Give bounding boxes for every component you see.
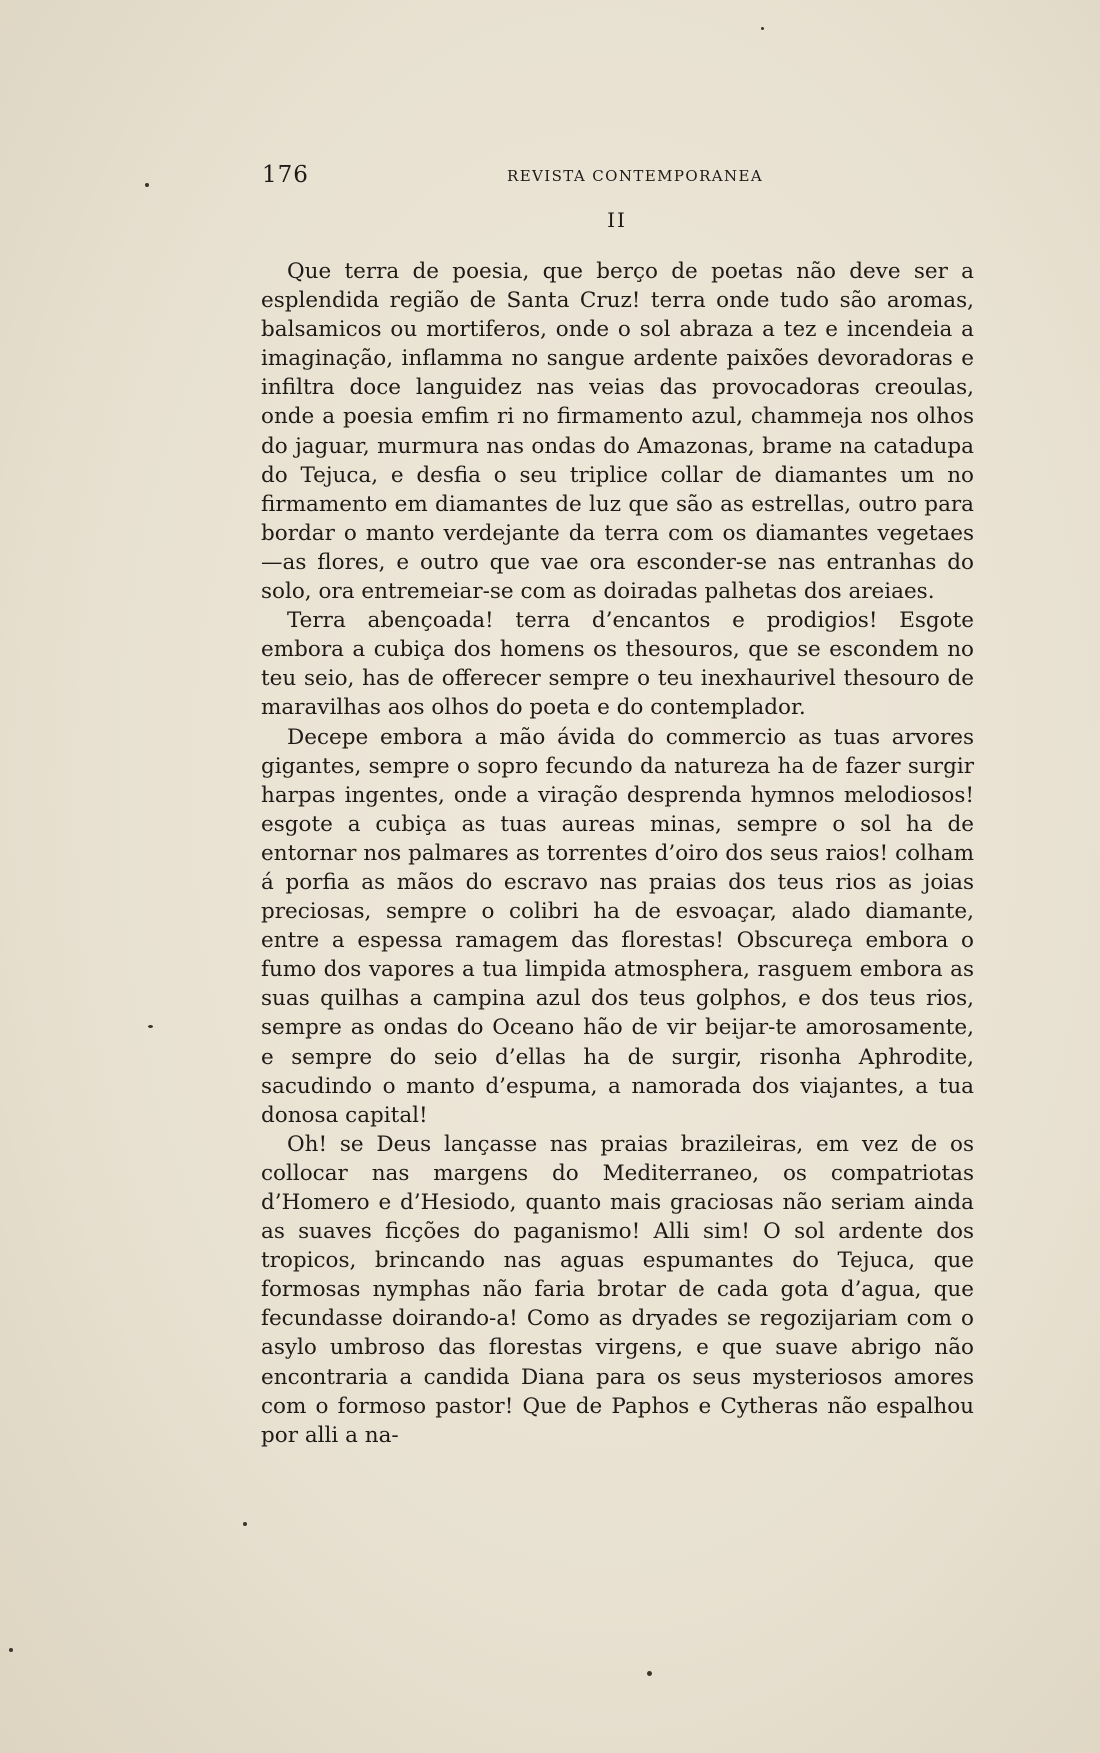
paragraph: Terra abençoada! terra d’encantos e prodigios! Esgote embora a cubiça dos homens os thesouros, que se escondem no teu seio, has de offerecer sempre o teu inexhaurivel thesouro de maravilhas aos olhos do poeta e do contemplador.: [261, 608, 974, 721]
paragraph: Oh! se Deus lançasse nas praias brazileiras, em vez de os collocar nas margens do Mediterraneo, os compatriotas d’Homero e d’Hesiodo, quanto mais graciosas não seriam ainda as suaves ficções do paganismo! Alli sim! O sol ardente dos tropicos, brincando nas aguas espumantes do Tejuca, que formosas nymphas não faria brotar de cada gota d’agua, que fecundasse doirando-a! Como as dryades se regozijariam com o asylo umbroso das florestas virgens, e que suave abrigo não encontraria a candida Diana para os seus mysteriosos amores com o formoso pastor! Que de Paphos e Cytheras não espalhou por alli a na-: [261, 1131, 974, 1448]
speck-mark: [148, 1025, 153, 1028]
page-header: [262, 162, 975, 192]
speck-mark: [761, 27, 764, 30]
speck-mark: [145, 183, 149, 187]
body-text: [261, 257, 974, 1450]
speck-mark: [647, 1671, 652, 1676]
section-numeral: II: [607, 208, 627, 232]
page-number: 176: [262, 162, 309, 188]
paragraph: Que terra de poesia, que berço de poetas não deve ser a esplendida região de Santa Cruz! terra onde tudo são aromas, balsamicos ou mortiferos, onde o sol abraza a tez e incendeia a imaginação, inflamma no sangue ardente paixões devoradoras e infiltra doce languidez nas veias das provocadoras creoulas, onde a poesia emfim ri no firmamento azul, chammeja nos olhos do jaguar, murmura nas ondas do Amazonas, brame na catadupa do Tejuca, e desfia o seu triplice collar de diamantes um no firmamento em diamantes de luz que são as estrellas, outro para bordar o manto verdejante da terra com os diamantes vegetaes—as flores, e outro que vae ora esconder-se nas entranhas do solo, ora entremeiar-se com as doiradas palhetas dos areiaes.: [261, 259, 974, 605]
paragraph: Decepe embora a mão ávida do commercio as tuas arvores gigantes, sempre o sopro fecundo da natureza ha de fazer surgir harpas ingentes, onde a viração desprenda hymnos melodiosos! esgote a cubiça as tuas aureas minas, sempre o sol ha de entornar nos palmares as torrentes d’oiro dos seus raios! colham á porfia as mãos do escravo nas praias dos teus rios as joias preciosas, sempre o colibri ha de esvoaçar, alado diamante, entre a espessa ramagem das florestas! Obscureça embora o fumo dos vapores a tua limpida atmosphera, rasguem embora as suas quilhas a campina azul dos teus golphos, e dos teus rios, sempre as ondas do Oceano hão de vir beijar-te amorosamente, e sempre do seio d’ellas ha de surgir, risonha Aphrodite, sacudindo o manto d’espuma, a namorada dos viajantes, a tua donosa capital!: [261, 724, 974, 1128]
speck-mark: [243, 1522, 247, 1526]
speck-mark: [9, 1648, 13, 1652]
running-head: REVISTA CONTEMPORANEA: [507, 167, 764, 185]
